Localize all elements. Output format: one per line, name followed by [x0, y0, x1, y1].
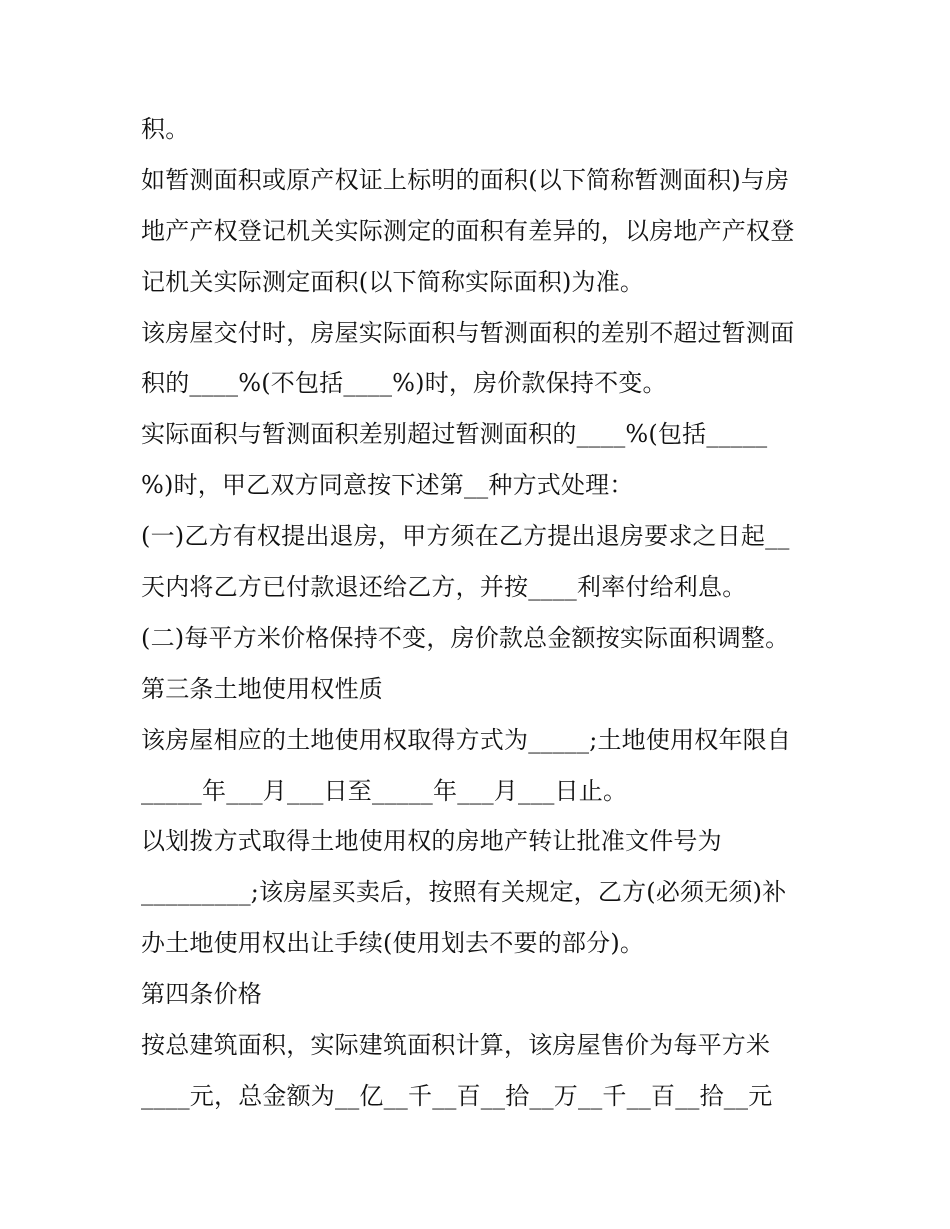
section-heading-3: 第三条土地使用权性质 — [141, 674, 383, 703]
text-line-7: 实际面积与暂测面积差别超过暂测面积的____%(包括_____ — [141, 420, 768, 449]
text-line-9: (一)乙方有权提出退房，甲方须在乙方提出退房要求之日起__ — [141, 522, 790, 551]
text-line-10: 天内将乙方已付款退还给乙方，并按____利率付给利息。 — [141, 573, 747, 602]
text-line-8: %)时，甲乙双方同意按下述第__种方式处理： — [141, 471, 634, 500]
text-line-16: _________;该房屋买卖后，按照有关规定，乙方(必须无须)补 — [141, 878, 787, 907]
text-line-4: 记机关实际测定面积(以下简称实际面积)为准。 — [141, 267, 645, 296]
text-line-5: 该房屋交付时，房屋实际面积与暂测面积的差别不超过暂测面 — [141, 318, 795, 347]
section-heading-4: 第四条价格 — [141, 980, 262, 1009]
text-line-2: 如暂测面积或原产权证上标明的面积(以下简称暂测面积)与房 — [141, 165, 790, 194]
text-line-6: 积的____%(不包括____%)时，房价款保持不变。 — [141, 369, 667, 398]
text-line-20: ____元，总金额为__亿__千__百__拾__万__千__百__拾__元 — [141, 1081, 773, 1110]
text-line-3: 地产产权登记机关实际测定的面积有差异的，以房地产产权登 — [141, 216, 795, 245]
text-line-1: 积。 — [141, 115, 190, 143]
text-line-14: _____年___月___日至_____年___月___日止。 — [141, 776, 628, 805]
text-line-19: 按总建筑面积，实际建筑面积计算，该房屋售价为每平方米 — [141, 1031, 771, 1060]
text-line-15: 以划拨方式取得土地使用权的房地产转让批准文件号为 — [141, 827, 722, 856]
text-line-11: (二)每平方米价格保持不变，房价款总金额按实际面积调整。 — [141, 623, 790, 652]
text-line-17: 办土地使用权出让手续(使用划去不要的部分)。 — [141, 929, 645, 958]
text-line-13: 该房屋相应的土地使用权取得方式为_____;土地使用权年限自 — [141, 725, 792, 754]
contract-text — [141, 104, 821, 1122]
